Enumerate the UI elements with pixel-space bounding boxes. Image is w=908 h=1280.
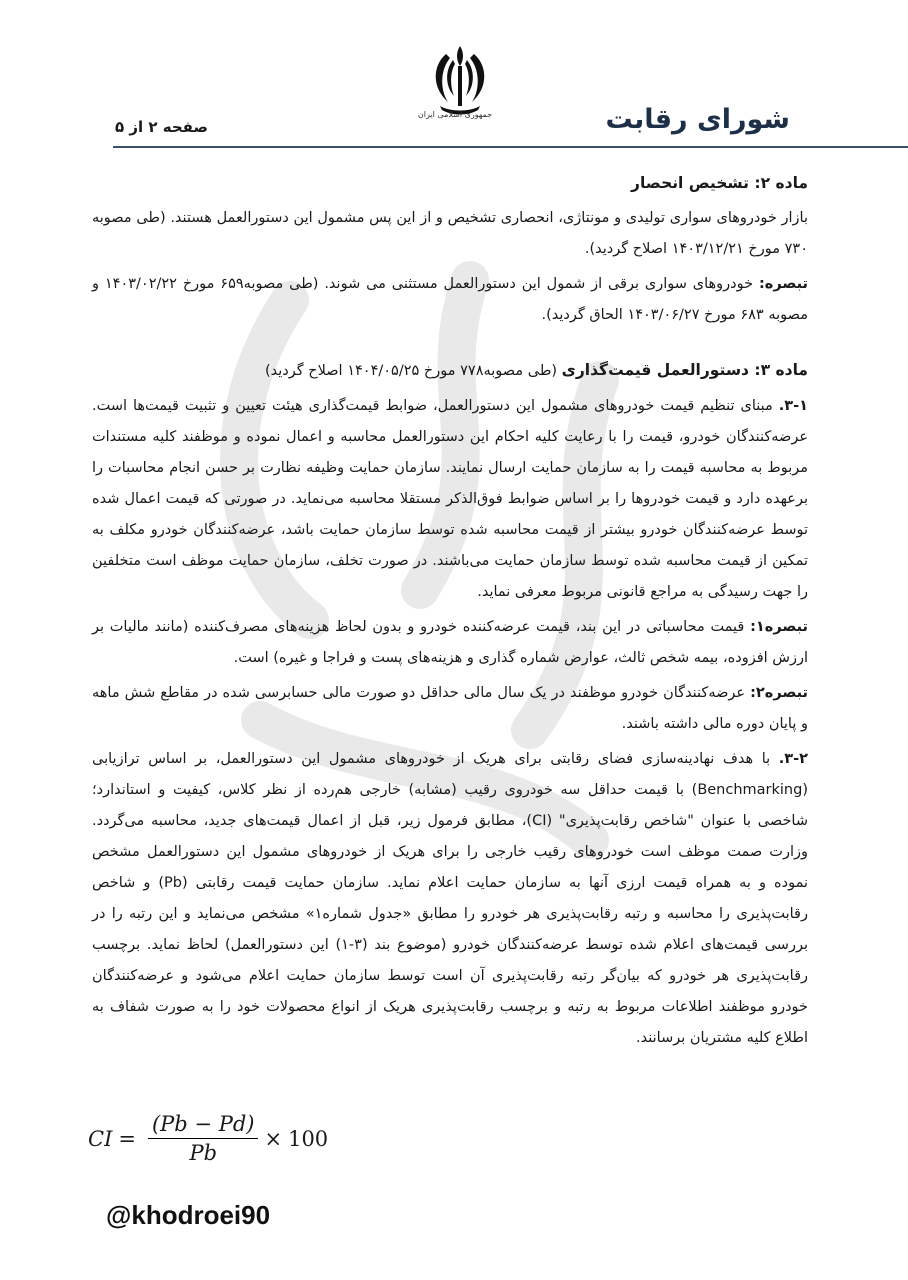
note-label: تبصره:	[758, 276, 808, 292]
clause-3-1-text: مبنای تنظیم قیمت خودروهای مشمول این دستورالعمل، ضوابط قیمت‌گذاری هیئت تعیین و تثبیت قیمت‌ها است. عرضه‌کنندگان خودرو، قیمت را با رعایت کلیه احکام این دستورالعمل محاسبه و اعمال نموده و موظفند کلیه مستندات مربوط به محاسبه قیمت را به سازمان حمایت ارسال نمایند. سازمان حمایت وظیفه نظارت بر حسن انجام محاسبات را برعهده دارد و قیمت خودروها را بر اساس ضوابط فوق‌الذکر مستقلا محاسبه می‌نماید. در صورتی که قیمت اعمال شده توسط عرضه‌کنندگان خودرو بیشتر از قیمت محاسبه شده توسط سازمان حمایت باشد، عرضه‌کنندگان خودرو مکلف به تمکین از قیمت محاسبه شده توسط سازمان حمایت می‌باشند. در صورت تخلف، سازمان حمایت موظف است متخلفین را جهت رسیدگی به مراجع قانونی مربوط معرفی نماید.	[92, 398, 808, 600]
emblem-caption: جمهوری اسلامی ایران	[417, 110, 493, 119]
formula-numerator: (Pb − Pd)	[148, 1112, 258, 1139]
article-2-note	[92, 269, 808, 331]
note-2-text: عرضه‌کنندگان خودرو موظفند در یک سال مالی حداقل دو صورت مالی حسابرسی شده در مقاطع شش ماهه و پایان دوره مالی داشته باشند.	[92, 685, 808, 732]
article-2-heading: ماده ۲: تشخیص انحصار	[631, 174, 808, 192]
clause-3-2	[92, 744, 808, 1054]
header-divider	[113, 146, 908, 148]
formula-denominator: Pb	[189, 1141, 218, 1165]
channel-handle: @khodroei90	[106, 1200, 271, 1230]
article-3-heading: ماده ۳: دستورالعمل قیمت‌گذاری	[561, 361, 808, 379]
note-text: خودروهای سواری برقی از شمول این دستورالعمل مستثنی می شوند. (طی مصوبه۶۵۹ مورخ ۱۴۰۳/۰۲/۲۲ و مصوبه ۶۸۳ مورخ ۱۴۰۳/۰۶/۲۷ الحاق گردید).	[92, 276, 808, 323]
note-2	[92, 678, 808, 740]
note-2-label: تبصره۲:	[750, 685, 808, 701]
formula-lhs: CI	[88, 1126, 113, 1151]
note-1-text: قیمت محاسباتی در این بند، قیمت عرضه‌کننده خودرو و بدون لحاظ هزینه‌های مصرف‌کننده (مانند مالیات بر ارزش افزوده، بیمه شخص ثالث، عوارض شماره گذاری و هزینه‌های پست و فراجا و غیره) است.	[92, 619, 808, 666]
page-header	[0, 0, 908, 150]
clause-3-1	[92, 391, 808, 608]
clause-3-1-label: ۳-۱.	[778, 398, 808, 414]
note-1-label: تبصره۱:	[750, 619, 808, 635]
note-1	[92, 612, 808, 674]
iran-emblem-icon	[420, 40, 500, 120]
clause-3-2-label: ۳-۲.	[778, 751, 808, 767]
formula-factor: 100	[288, 1126, 329, 1151]
ci-formula: CI = $\frac{(Pb - Pd)}{Pb}$ × 100	[88, 1112, 329, 1165]
clause-3-2-text: با هدف نهادینه‌سازی فضای رقابتی برای هریک از خودروهای مشمول این دستورالعمل، بر اساس ترازیابی (Benchmarking) با قیمت حداقل سه خودروی رقیب (مشابه) خارجی هم‌رده از نظر کلاس، کیفیت و استاندارد؛ شاخصی با عنوان "شاخص رقابت‌پذیری" (CI)، مطابق فرمول زیر، قبل از اعمال قیمت‌های جدید، محاسبه می‌گردد. وزارت صمت موظف است خودروهای رقیب خارجی را برای هریک از خودروهای مشمول این دستورالعمل مشخص نموده و به همراه قیمت ارزی آنها به سازمان حمایت اعلام نماید. سازمان حمایت قیمت رقابتی (Pb) و شاخص رقابت‌پذیری را محاسبه و رتبه رقابت‌پذیری هر خودرو را مطابق «جدول شماره۱» مشخص می‌نماید و این رتبه را در بررسی قیمت‌های اعلام شده توسط عرضه‌کنندگان خودرو (موضوع بند (۳-۱) این دستورالعمل) لحاظ نماید. برچسب رقابت‌پذیری هر خودرو که بیان‌گر رتبه رقابت‌پذیری آن است توسط سازمان حمایت اعلام می‌شود و عرضه‌کنندگان خودرو موظفند اطلاعات مربوط به رتبه و برچسب رقابت‌پذیری هریک از انواع محصولات خود را به صورت شفاف به اطلاع کلیه مشتریان برسانند.	[92, 751, 808, 1046]
document-body	[92, 168, 808, 1058]
article-3-heading-note: (طی مصوبه۷۷۸ مورخ ۱۴۰۴/۰۵/۲۵ اصلاح گردید)	[264, 363, 562, 379]
organization-name: شورای رقابت	[605, 104, 790, 135]
page-number: صفحه ۲ از ۵	[115, 118, 208, 136]
article-2-body: بازار خودروهای سواری تولیدی و مونتاژی، انحصاری تشخیص و از این پس مشمول این دستورالعمل هستند. (طی مصوبه ۷۳۰ مورخ ۱۴۰۳/۱۲/۲۱ اصلاح گردید).	[92, 210, 808, 257]
article-3-heading-line	[92, 355, 808, 387]
